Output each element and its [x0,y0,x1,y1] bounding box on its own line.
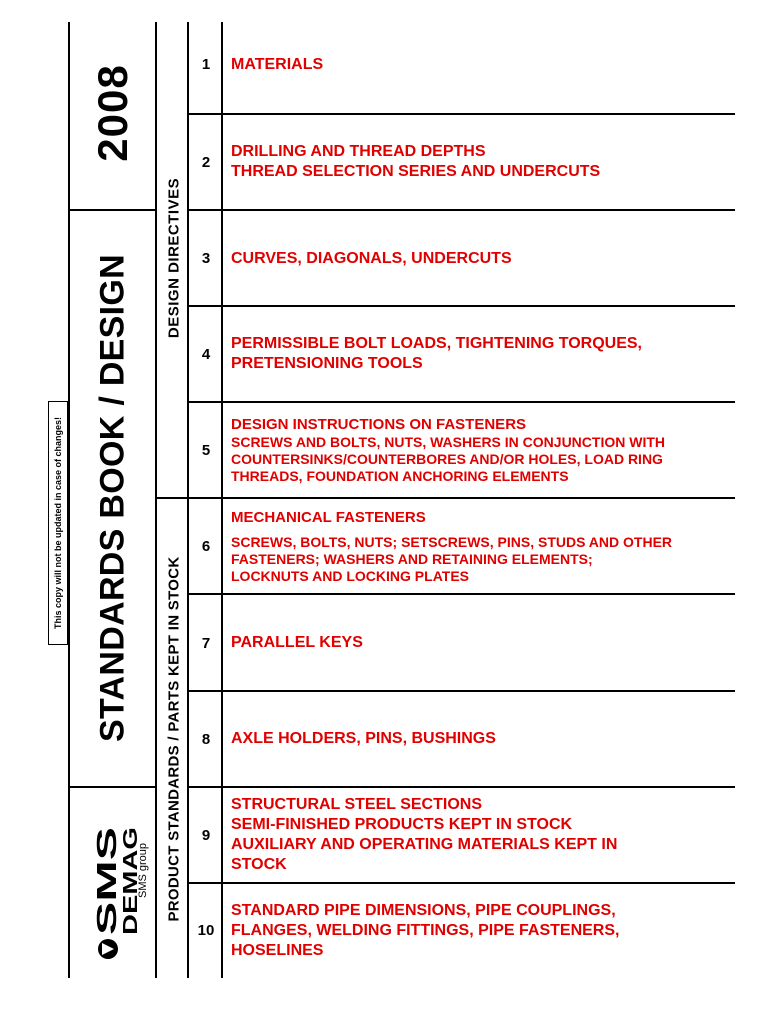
section-title-line: HOSELINES [231,942,324,959]
section-title-line: STOCK [231,856,287,873]
sms-demag-logo [76,820,150,960]
group-label-design: DESIGN DIRECTIVES [165,177,183,339]
section-9-entry[interactable] [231,795,726,875]
section-10-entry[interactable] [231,901,726,961]
section-2-entry[interactable] [231,142,726,182]
logo-brand-line1: SMS [91,874,122,935]
logo-group: SMS group [137,842,149,898]
section-4-entry[interactable] [231,334,726,374]
section-number: 2 [201,154,211,171]
section-subtitle-line: SCREWS AND BOLTS, NUTS, WASHERS IN CONJUNCTION WITH [231,434,665,450]
section-subtitle-line: THREADS, FOUNDATION ANCHORING ELEMENTS [231,468,569,484]
section-8-entry[interactable] [231,729,726,749]
section-6-entry[interactable] [231,509,726,585]
section-1-entry[interactable] [231,55,726,75]
row-separator [187,113,735,115]
section-subtitle-line: LOCKNUTS AND LOCKING PLATES [231,568,469,584]
section-title-line: DRILLING AND THREAD DEPTHS [231,143,486,160]
divider-left [68,22,70,978]
section-number: 6 [201,538,211,555]
section-title-line: AUXILIARY AND OPERATING MATERIALS KEPT IN [231,836,618,853]
section-subtitle-line: SCREWS, BOLTS, NUTS; SETSCREWS, PINS, STUDS AND OTHER [231,534,673,550]
section-number: 7 [201,635,211,652]
section-3-entry[interactable] [231,249,726,269]
section-5-entry[interactable] [231,416,726,485]
section-title-line: PERMISSIBLE BOLT LOADS, TIGHTENING TORQUES, [231,335,642,352]
divider-group [155,497,189,499]
section-title-line: MECHANICAL FASTENERS [231,509,426,526]
row-separator [187,209,735,211]
section-title-line: SEMI-FINISHED PRODUCTS KEPT IN STOCK [231,816,573,833]
divider-title-logo [68,786,156,788]
section-title-line: AXLE HOLDERS, PINS, BUSHINGS [231,730,496,747]
section-number: 10 [197,922,215,939]
divider-spine [155,22,157,978]
section-title-line: CURVES, DIAGONALS, UNDERCUTS [231,250,512,267]
notice-text: This copy will not be updated in case of changes! [53,416,63,630]
divider-title-year [68,209,156,211]
section-title-line: STRUCTURAL STEEL SECTIONS [231,796,482,813]
row-separator [187,882,735,884]
section-subtitle-line: FASTENERS; WASHERS AND RETAINING ELEMENTS; [231,551,593,567]
logo-brand-line2: DEMAG [120,860,142,935]
section-title-line: THREAD SELECTION SERIES AND UNDERCUTS [231,163,601,180]
section-number: 8 [201,731,211,748]
row-separator [187,497,735,499]
row-separator [187,593,735,595]
row-separator [187,786,735,788]
group-label-product: PRODUCT STANDARDS / PARTS KEPT IN STOCK [165,556,183,922]
section-number: 1 [201,56,211,73]
section-number: 5 [201,442,211,459]
divider-groups [187,22,189,978]
section-number: 3 [201,250,211,267]
section-number: 9 [201,827,211,844]
section-title-line: DESIGN INSTRUCTIONS ON FASTENERS [231,416,527,433]
section-subtitle-line: COUNTERSINKS/COUNTERBORES AND/OR HOLES, LOAD RING [231,451,663,467]
row-separator [187,690,735,692]
section-title-line: MATERIALS [231,56,324,73]
section-number: 4 [201,346,211,363]
section-title-line: STANDARD PIPE DIMENSIONS, PIPE COUPLINGS, [231,902,616,919]
section-7-entry[interactable] [231,633,726,653]
section-title-line: PARALLEL KEYS [231,634,363,651]
section-title-line: FLANGES, WELDING FITTINGS, PIPE FASTENERS, [231,922,620,939]
row-separator [187,305,735,307]
row-separator [187,401,735,403]
year-label: 2008 [89,64,136,162]
book-title: STANDARDS BOOK / DESIGN [93,254,132,742]
section-title-line: PRETENSIONING TOOLS [231,355,423,372]
